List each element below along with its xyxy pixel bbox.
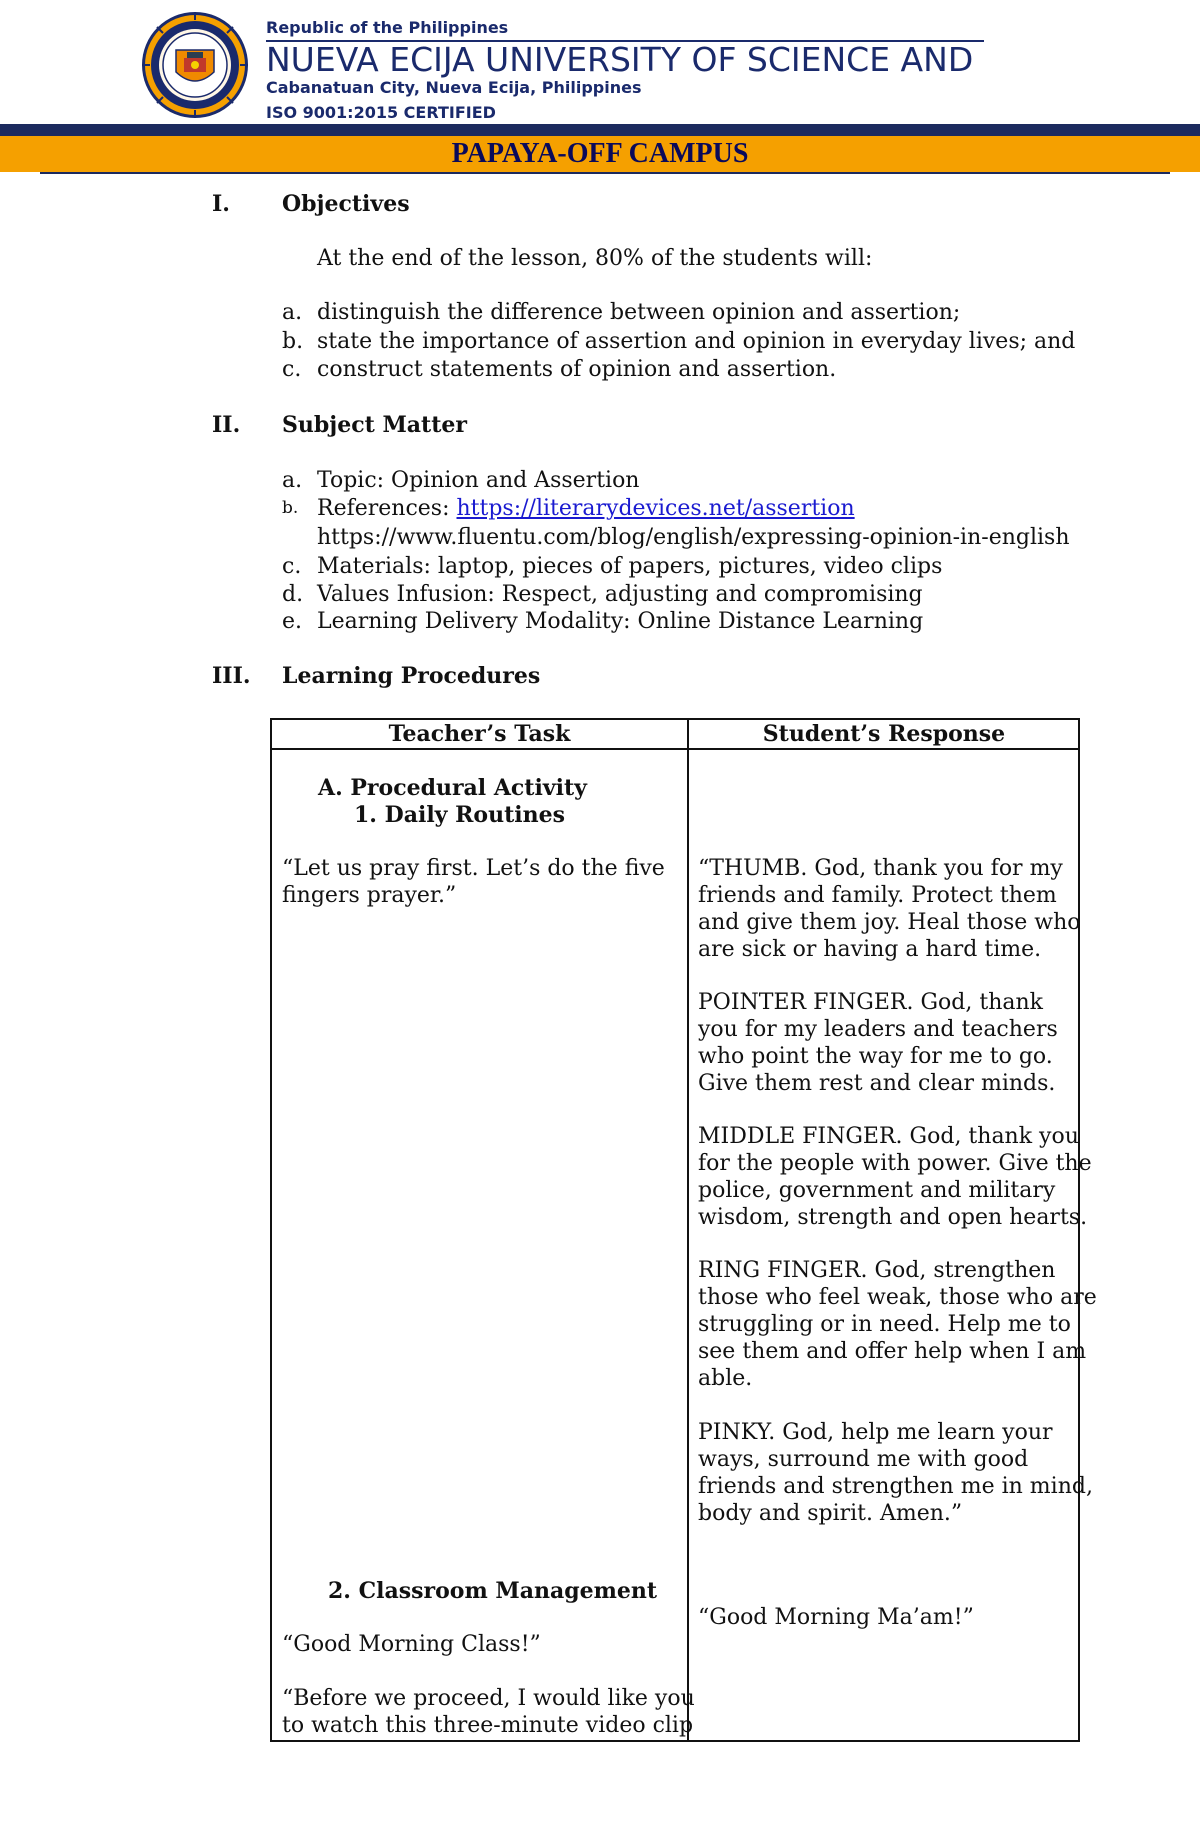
list-marker: a.	[282, 300, 303, 325]
thumb-prayer-line: friends and family. Protect them	[698, 883, 1057, 908]
ring-prayer-line: see them and offer help when I am	[698, 1339, 1087, 1364]
materials-item: Materials: laptop, pieces of papers, pictures, video clips	[317, 554, 943, 579]
thumb-prayer-line: and give them joy. Heal those who	[698, 910, 1081, 935]
section-numeral-3: III.	[212, 663, 251, 689]
pointer-prayer-line: you for my leaders and teachers	[698, 1017, 1058, 1042]
teacher-prayer-line: fingers prayer.”	[282, 883, 457, 908]
teacher-greeting: “Good Morning Class!”	[282, 1632, 541, 1657]
procedures-table	[270, 718, 1097, 1742]
university-seal-logo	[140, 10, 250, 120]
teacher-task-header: Teacher’s Task	[388, 721, 571, 747]
ring-prayer-line: those who feel weak, those who are	[698, 1285, 1097, 1310]
reference-url-2: https://www.fluentu.com/blog/english/expressing-opinion-in-english	[317, 525, 1070, 550]
objective-item: construct statements of opinion and assertion.	[317, 357, 837, 382]
pinky-prayer-line: body and spirit. Amen.”	[698, 1501, 963, 1526]
ring-prayer-line: able.	[698, 1366, 753, 1391]
ring-prayer-line: RING FINGER. God, strengthen	[698, 1258, 1056, 1283]
list-marker: d.	[282, 582, 304, 607]
middle-prayer-line: police, government and military	[698, 1178, 1056, 1203]
learning-procedures-heading: Learning Procedures	[282, 663, 541, 689]
modality-item: Learning Delivery Modality: Online Distance Learning	[317, 609, 924, 634]
list-marker: a.	[282, 468, 303, 493]
pointer-prayer-line: POINTER FINGER. God, thank	[698, 990, 1043, 1015]
pinky-prayer-line: friends and strengthen me in mind,	[698, 1474, 1093, 1499]
daily-routines-heading: 1. Daily Routines	[354, 802, 565, 828]
section-numeral-1: I.	[212, 191, 230, 217]
list-marker: c.	[282, 357, 302, 382]
student-response-header: Student’s Response	[762, 721, 1006, 747]
reference-link[interactable]: https://literarydevices.net/assertion	[456, 496, 855, 521]
pointer-prayer-line: who point the way for me to go.	[698, 1044, 1053, 1069]
objective-item: state the importance of assertion and opinion in everyday lives; and	[317, 329, 1076, 354]
thumb-prayer-line: “THUMB. God, thank you for my	[698, 856, 1063, 881]
subject-matter-heading: Subject Matter	[282, 412, 467, 438]
teacher-prayer-line: “Let us pray first. Let’s do the five	[282, 856, 665, 881]
table-column-divider	[687, 720, 689, 1740]
location-label: Cabanatuan City, Nueva Ecija, Philippines	[266, 78, 642, 97]
pinky-prayer-line: PINKY. God, help me learn your	[698, 1420, 1053, 1445]
section-numeral-2: II.	[212, 412, 241, 438]
university-name: NUEVA ECIJA UNIVERSITY OF SCIENCE AND	[266, 40, 974, 79]
middle-prayer-line: wisdom, strength and open hearts.	[698, 1205, 1088, 1230]
classroom-management-heading: 2. Classroom Management	[328, 1578, 658, 1604]
student-greeting-reply: “Good Morning Ma’am!”	[698, 1605, 974, 1630]
objective-item: distinguish the difference between opinion and assertion;	[317, 300, 961, 325]
values-item: Values Infusion: Respect, adjusting and compromising	[317, 582, 923, 607]
ring-prayer-line: struggling or in need. Help me to	[698, 1312, 1071, 1337]
iso-label: ISO 9001:2015 CERTIFIED	[266, 103, 496, 122]
list-marker: b.	[282, 498, 299, 518]
list-marker: e.	[282, 609, 303, 634]
teacher-video-line: to watch this three-minute video clip	[282, 1713, 694, 1738]
thumb-prayer-line: are sick or having a hard time.	[698, 937, 1042, 962]
republic-label: Republic of the Philippines	[266, 18, 509, 37]
middle-prayer-line: MIDDLE FINGER. God, thank you	[698, 1124, 1079, 1149]
objectives-heading: Objectives	[282, 191, 410, 217]
pointer-prayer-line: Give them rest and clear minds.	[698, 1071, 1056, 1096]
topic-item: Topic: Opinion and Assertion	[317, 468, 640, 493]
table-header-divider	[272, 748, 1078, 750]
list-marker: c.	[282, 554, 302, 579]
list-marker: b.	[282, 329, 304, 354]
references-item	[317, 496, 855, 521]
middle-prayer-line: for the people with power. Give the	[698, 1151, 1092, 1176]
teacher-video-line: “Before we proceed, I would like you	[282, 1686, 695, 1711]
references-label: References:	[317, 496, 457, 521]
campus-title: PAPAYA-OFF CAMPUS	[451, 138, 749, 169]
objectives-intro: At the end of the lesson, 80% of the students will:	[317, 246, 873, 271]
header-band-navy	[0, 124, 1200, 136]
procedural-activity-heading: A. Procedural Activity	[318, 775, 587, 801]
pinky-prayer-line: ways, surround me with good	[698, 1447, 1029, 1472]
header-band-underline	[40, 172, 1170, 174]
